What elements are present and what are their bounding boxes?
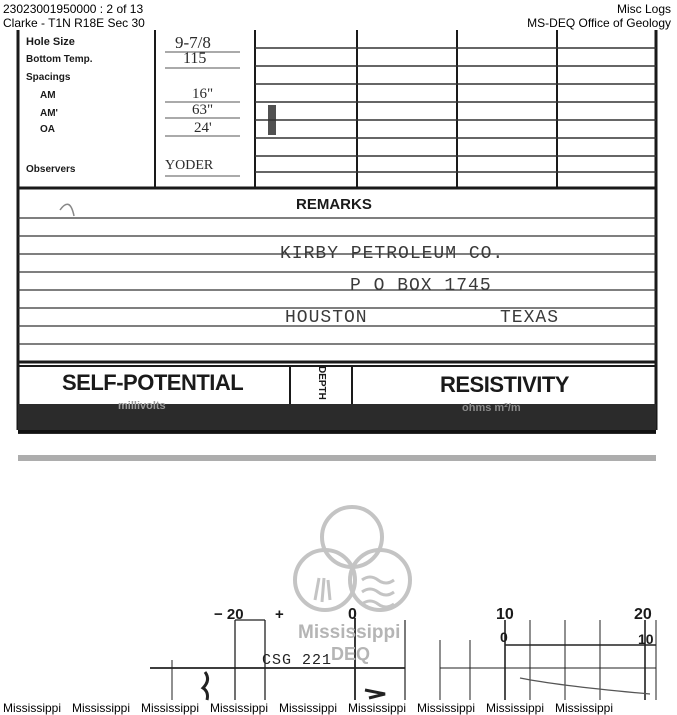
res-scale-10: 10 [496, 606, 514, 623]
remarks-state: TEXAS [500, 308, 560, 328]
document-type: Misc Logs [616, 2, 671, 16]
footer-watermark-strip [0, 701, 677, 715]
am-prime-label: AM' [40, 108, 58, 119]
remarks-address: P O BOX 1745 [350, 276, 492, 296]
am-prime-value: 63" [192, 102, 214, 118]
oa-label: OA [40, 124, 55, 135]
header-dark-band [18, 404, 656, 434]
sp-track-title: SELF-POTENTIAL [62, 370, 244, 395]
log-grid [150, 618, 656, 700]
footer-item: Mississippi [555, 701, 614, 715]
footer-item: Mississippi [141, 701, 200, 715]
footer-item: Mississippi [3, 701, 62, 715]
footer-item: Mississippi [348, 701, 407, 715]
observers-label: Observers [26, 164, 76, 175]
res-scale-0b: 0 [500, 629, 508, 645]
remarks-company: KIRBY PETROLEUM CO. [280, 244, 505, 264]
footer-item: Mississippi [72, 701, 131, 715]
spacings-label: Spacings [26, 72, 71, 83]
am-label: AM [40, 90, 56, 101]
bottom-temp-value: 115 [183, 50, 207, 67]
footer-item: Mississippi [279, 701, 338, 715]
hole-size-label: Hole Size [26, 36, 75, 48]
resistivity-track-unit: ohms m²/m [462, 402, 521, 414]
footer-item: Mississippi [417, 701, 476, 715]
depth-track-title: DEPTH [316, 366, 327, 400]
remarks-title: REMARKS [296, 196, 372, 213]
sp-track-unit: millivolts [118, 400, 166, 412]
bottom-temp-label: Bottom Temp. [26, 54, 93, 65]
remarks-city: HOUSTON [285, 308, 368, 328]
footer-item: Mississippi [486, 701, 545, 715]
document-agency: MS-DEQ Office of Geology [527, 16, 671, 30]
mdeq-watermark-logo [295, 507, 410, 610]
res-scale-10b: 10 [638, 631, 654, 647]
watermark-text-line1: Mississippi [298, 622, 401, 643]
watermark-text-line2: DEQ [331, 644, 371, 664]
document-id: 23023001950000 : 2 of 13 [3, 2, 144, 16]
resistivity-track-title: RESISTIVITY [440, 372, 569, 397]
document-location: Clarke - T1N R18E Sec 30 [3, 16, 145, 30]
observers-value: YODER [165, 158, 214, 173]
footer-item: Mississippi [210, 701, 269, 715]
casing-note: CSG 221 [262, 652, 333, 669]
res-scale-20: 20 [634, 606, 652, 623]
oa-value: 24' [194, 120, 212, 136]
sp-scale-minus: − 20 [214, 606, 244, 623]
am-value: 16" [192, 86, 214, 102]
sp-scale-plus: + [275, 606, 284, 623]
scale-zero: 0 [348, 606, 357, 623]
hole-size-value: 9-7/8 [175, 33, 211, 52]
